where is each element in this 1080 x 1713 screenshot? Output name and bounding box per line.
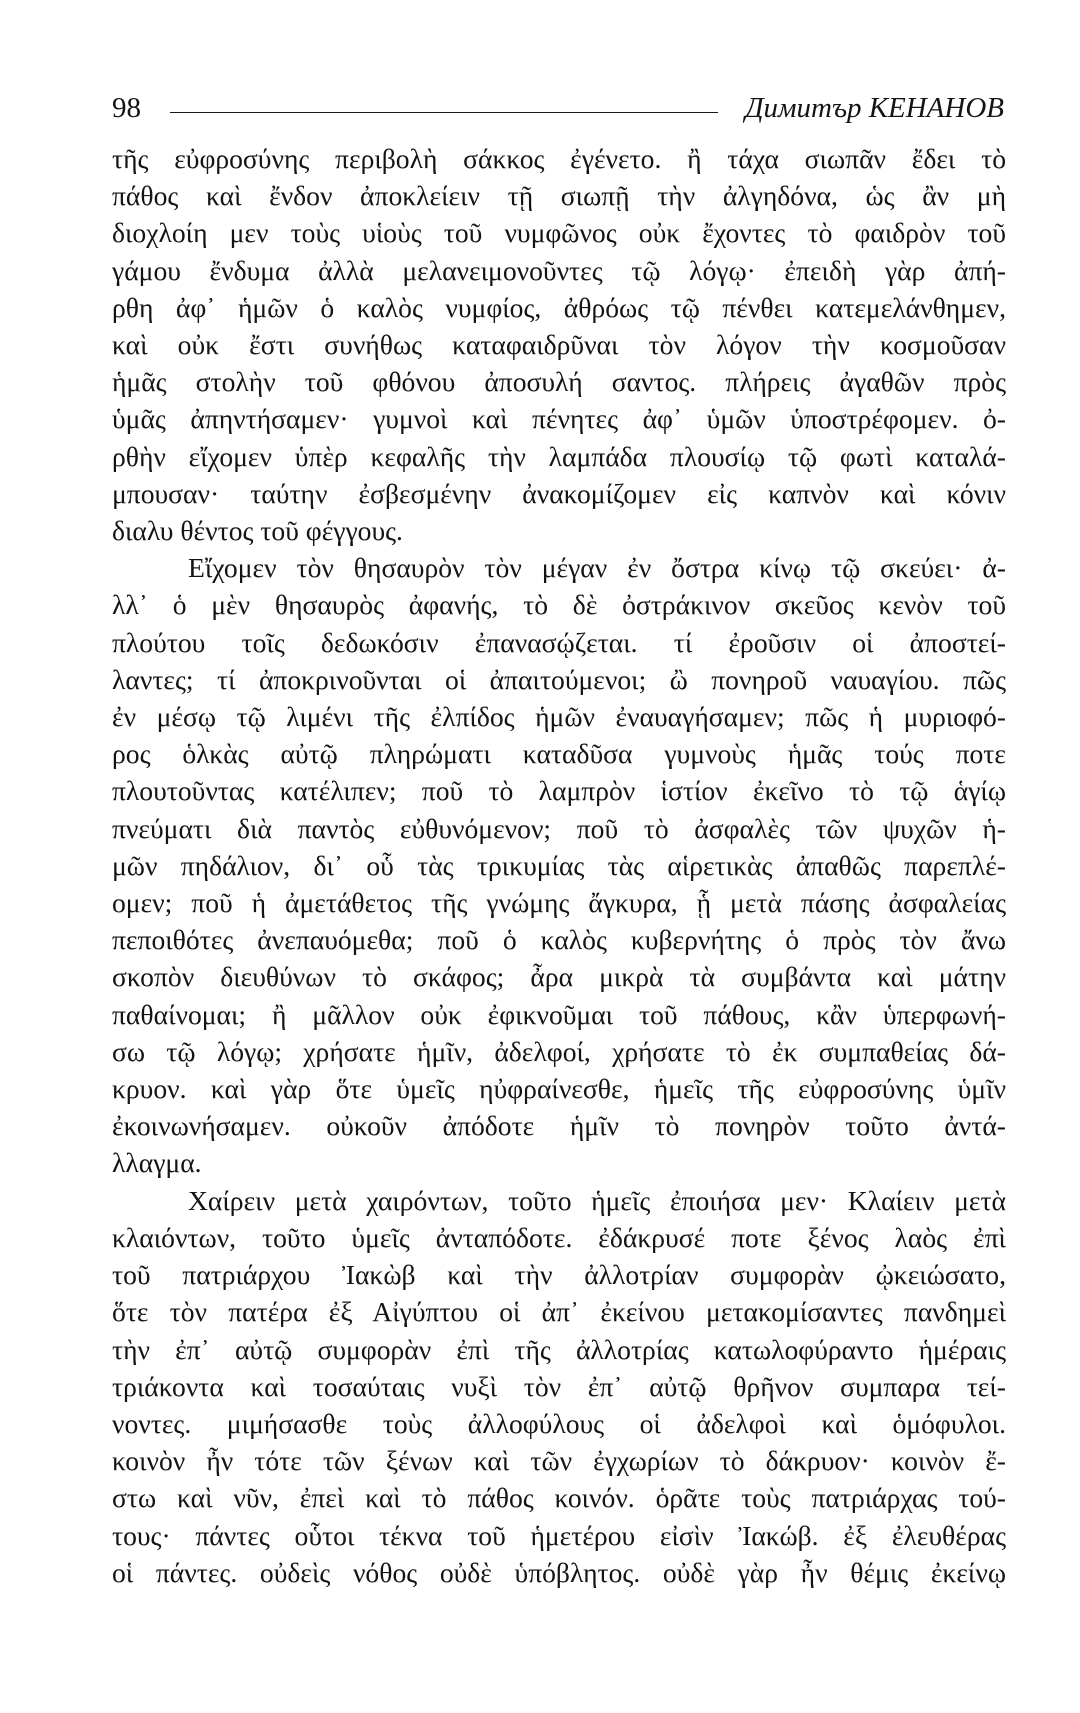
- text-line: σω τῷ λόγῳ; χρήσατε ἡμῖν, ἀδελφοί, χρήσατε τὸ ἐκ συμπαθείας δά-: [112, 1035, 1006, 1067]
- text-line: ὅτε τὸν πατέρα ἐξ Αἰγύπτου οἱ ἀπ᾽ ἐκείνου μετακομίσαντες πανδημεὶ: [112, 1296, 1006, 1328]
- text-line: ρθὴν εἴχομεν ὑπὲρ κεφαλῆς τὴν λαμπάδα πλουσίῳ τῷ φωτὶ καταλά-: [112, 440, 1006, 472]
- text-line: Εἴχομεν τὸν θησαυρὸν τὸν μέγαν ἐν ὄστρα κίνῳ τῷ σκεύει· ἀ-: [188, 552, 1006, 584]
- text-line: ἡμᾶς στολὴν τοῦ φθόνου ἀποσυλή σαντος. πλήρεις ἀγαθῶν πρὸς: [112, 366, 1006, 398]
- text-line: ἐν μέσῳ τῷ λιμένι τῆς ἐλπίδος ἡμῶν ἐναυαγήσαμεν; πῶς ἡ μυριοφό-: [112, 701, 1006, 733]
- text-line: πνεύματι διὰ παντὸς εὐθυνόμενον; ποῦ τὸ ἀσφαλὲς τῶν ψυχῶν ἡ-: [112, 812, 1006, 844]
- paragraph-3: [112, 1182, 1006, 1591]
- text-line: νοντες. μιμήσασθε τοὺς ἀλλοφύλους οἱ ἀδελφοὶ καὶ ὁμόφυλοι.: [112, 1407, 1006, 1439]
- text-line: πλούτου τοῖς δεδωκόσιν ἐπανασῴζεται. τί ἐροῦσιν οἱ ἀποστεί-: [112, 626, 1006, 658]
- body-text: [112, 140, 1006, 1591]
- text-line: οἱ πάντες. οὐδεὶς νόθος οὐδὲ ὑπόβλητος. οὐδὲ γὰρ ἦν θέμις ἐκείνῳ: [112, 1556, 1006, 1588]
- text-line: στω καὶ νῦν, ἐπεὶ καὶ τὸ πάθος κοινόν. ὁρᾶτε τοὺς πατριάρχας τού-: [112, 1482, 1006, 1514]
- text-line: κοινὸν ἦν τότε τῶν ξένων καὶ τῶν ἐγχωρίων τὸ δάκρυον· κοινὸν ἔ-: [112, 1445, 1006, 1477]
- text-line: ρος ὁλκὰς αὐτῷ πληρώματι καταδῦσα γυμνοὺς ἡμᾶς τούς ποτε: [112, 738, 1006, 770]
- text-line: πεποιθότες ἀνεπαυόμεθα; ποῦ ὁ καλὸς κυβερνήτης ὁ πρὸς τὸν ἄνω: [112, 924, 1006, 956]
- text-line: ὑμᾶς ἀπηντήσαμεν· γυμνοὶ καὶ πένητες ἀφ᾽ ὑμῶν ὑποστρέφομεν. ὀ-: [112, 403, 1006, 435]
- text-line: κλαιόντων, τοῦτο ὑμεῖς ἀνταπόδοτε. ἐδάκρυσέ ποτε ξένος λαὸς ἐπὶ: [112, 1221, 1006, 1253]
- text-line: παθαίνομαι; ἢ μᾶλλον οὐκ ἐφικνοῦμαι τοῦ πάθους, κἂν ὑπερφωνή-: [112, 998, 1006, 1030]
- text-line: λλαγμα.: [112, 1147, 202, 1179]
- header-rule: [170, 112, 718, 113]
- page-number: 98: [112, 92, 141, 124]
- text-line: καὶ οὐκ ἔστι συνήθως καταφαιδρῦναι τὸν λόγον τὴν κοσμοῦσαν: [112, 329, 1006, 361]
- text-line: μπουσαν· ταύτην ἐσβεσμένην ἀνακομίζομεν εἰς καπνὸν καὶ κόνιν: [112, 477, 1006, 509]
- text-line: μῶν πηδάλιον, δι᾽ οὗ τὰς τρικυμίας τὰς αἱρετικὰς ἀπαθῶς παρεπλέ-: [112, 849, 1006, 881]
- text-line: διαλυ θέντος τοῦ φέγγους.: [112, 515, 403, 547]
- text-line: πάθος καὶ ἔνδον ἀποκλείειν τῇ σιωπῇ τὴν ἀλγηδόνα, ὡς ἂν μὴ: [112, 180, 1006, 212]
- text-line: ρθη ἀφ᾽ ἡμῶν ὁ καλὸς νυμφίος, ἀθρόως τῷ πένθει κατεμελάνθημεν,: [112, 291, 1006, 323]
- text-line: σκοπὸν διευθύνων τὸ σκάφος; ἆρα μικρὰ τὰ συμβάντα καὶ μάτην: [112, 961, 1006, 993]
- text-line: πλουτοῦντας κατέλιπεν; ποῦ τὸ λαμπρὸν ἱστίον ἐκεῖνο τὸ τῷ ἁγίῳ: [112, 775, 1006, 807]
- text-line: διοχλοίη μεν τοὺς υἱοὺς τοῦ νυμφῶνος οὐκ ἔχοντες τὸ φαιδρὸν τοῦ: [112, 217, 1006, 249]
- text-line: τῆς εὐφροσύνης περιβολὴ σάκκος ἐγένετο. ἢ τάχα σιωπᾶν ἔδει τὸ: [112, 143, 1006, 174]
- page-header: [112, 90, 1004, 136]
- text-line: τριάκοντα καὶ τοσαύταις νυξὶ τὸν ἐπ᾽ αὐτῷ θρῆνον συμπαρα τεί-: [112, 1370, 1006, 1402]
- running-head: Димитър КЕНАНОВ: [745, 92, 1004, 124]
- text-line: Χαίρειν μετὰ χαιρόντων, τοῦτο ἡμεῖς ἐποιήσα μεν· Κλαίειν μετὰ: [188, 1184, 1006, 1216]
- text-line: τους· πάντες οὗτοι τέκνα τοῦ ἡμετέρου εἰσὶν Ἰακώβ. ἐξ ἐλευθέρας: [112, 1519, 1006, 1551]
- text-line: ομεν; ποῦ ἡ ἀμετάθετος τῆς γνώμης ἄγκυρα, ᾗ μετὰ πάσης ἀσφαλείας: [112, 887, 1006, 919]
- text-line: λαντες; τί ἀποκρινοῦνται οἱ ἀπαιτούμενοι; ὢ πονηροῦ ναυαγίου. πῶς: [112, 663, 1006, 695]
- text-line: τὴν ἐπ᾽ αὐτῷ συμφορὰν ἐπὶ τῆς ἀλλοτρίας κατωλοφύραντο ἡμέραις: [112, 1333, 1006, 1365]
- text-line: ἐκοινωνήσαμεν. οὐκοῦν ἀπόδοτε ἡμῖν τὸ πονηρὸν τοῦτο ἀντά-: [112, 1110, 1006, 1142]
- text-line: γάμου ἔνδυμα ἀλλὰ μελανειμονοῦντες τῷ λόγῳ· ἐπειδὴ γὰρ ἀπή-: [112, 254, 1006, 286]
- paragraph-2: [112, 549, 1006, 1181]
- text-line: λλ᾽ ὁ μὲν θησαυρὸς ἀφανής, τὸ δὲ ὀστράκινον σκεῦος κενὸν τοῦ: [112, 589, 1006, 621]
- paragraph-1: [112, 140, 1006, 549]
- text-line: κρυον. καὶ γὰρ ὅτε ὑμεῖς ηὐφραίνεσθε, ἡμεῖς τῆς εὐφροσύνης ὑμῖν: [112, 1073, 1006, 1105]
- text-line: τοῦ πατριάρχου Ἰακὼβ καὶ τὴν ἀλλοτρίαν συμφορὰν ᾠκειώσατο,: [112, 1259, 1006, 1291]
